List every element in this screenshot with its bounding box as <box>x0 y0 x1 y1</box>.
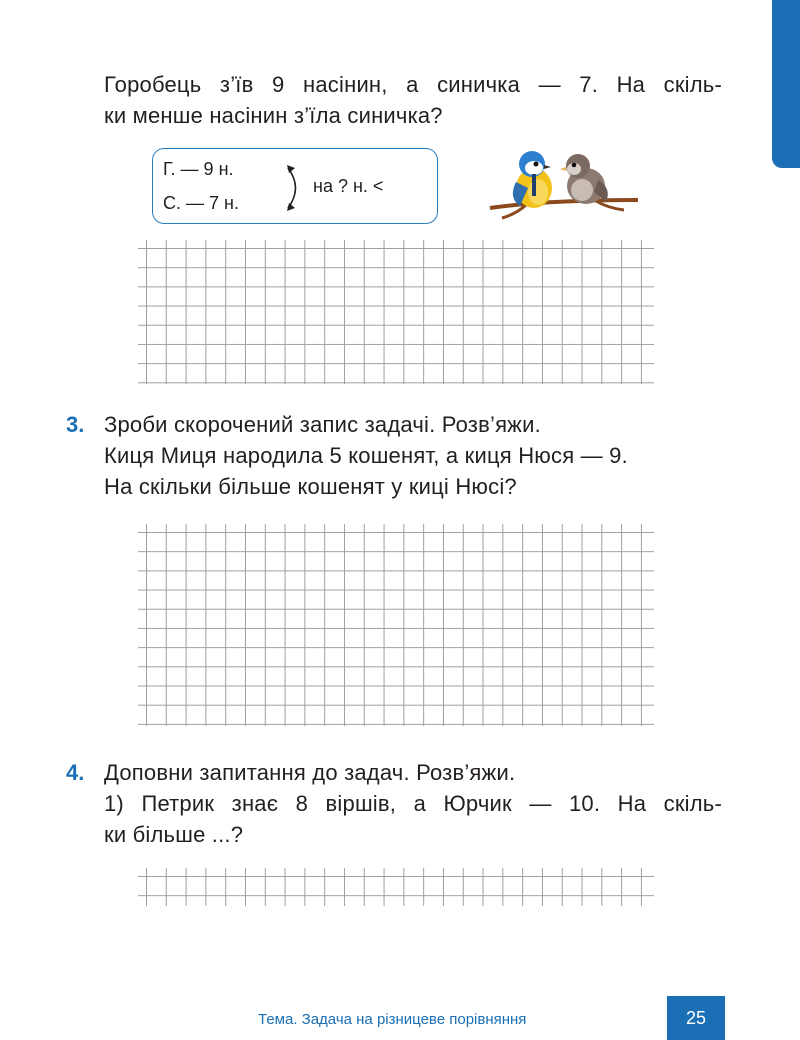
task3-line1: Зроби скорочений запис задачі. Розв’яжи. <box>104 412 541 437</box>
answer-grid-task4[interactable] <box>138 868 654 906</box>
scheme-row-sparrow: Г. — 9 н. <box>163 159 234 179</box>
short-record-scheme <box>152 148 438 224</box>
task3-line3: На скільки більше кошенят у киці Нюсі? <box>104 474 517 499</box>
task2-line2: ки менше насінин з’їла синичка? <box>104 103 443 128</box>
task3-number: 3. <box>66 412 85 437</box>
answer-grid-task2[interactable] <box>138 240 654 384</box>
page-number: 25 <box>667 996 725 1040</box>
answer-grid-task3[interactable] <box>138 524 654 726</box>
comparison-brace-icon <box>285 163 309 213</box>
task4-line3: ки більше ...? <box>104 822 244 847</box>
chapter-side-tab <box>772 0 800 168</box>
task4-line1: Доповни запитання до задач. Розв’яжи. <box>104 760 516 785</box>
task3-line2: Киця Миця народила 5 кошенят, а киця Нюся — 9. <box>104 443 628 468</box>
task4-line2: 1) Петрик знає 8 віршів, а Юрчик — 10. На скіль- <box>104 791 722 816</box>
birds-illustration <box>486 148 642 222</box>
task4-number: 4. <box>66 760 85 785</box>
scheme-question: на ? н. < <box>313 176 384 196</box>
task2-line1: Горобець з’їв 9 насінин, а синичка — 7. На скіль- <box>104 72 722 97</box>
footer-topic: Тема. Задача на різницеве порівняння <box>258 1011 527 1028</box>
scheme-row-tit: С. — 7 н. <box>163 193 239 213</box>
